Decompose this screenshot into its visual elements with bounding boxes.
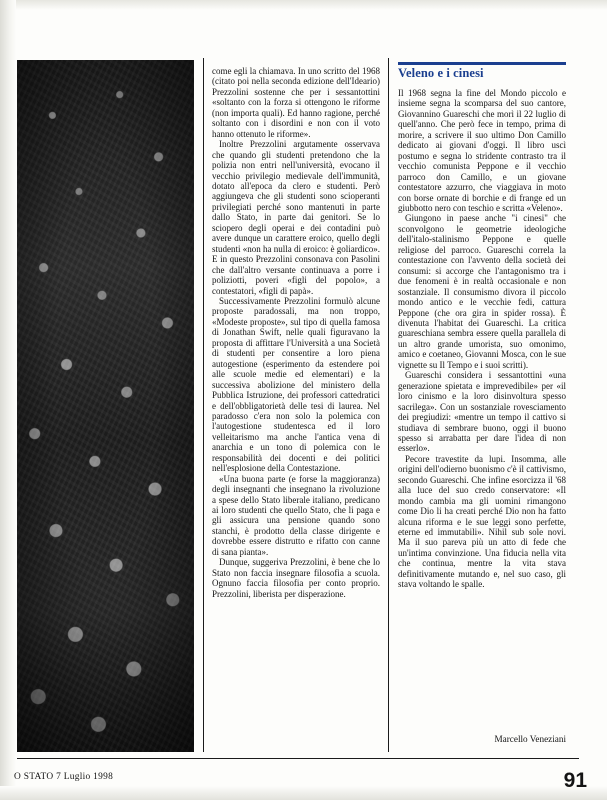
article-photograph — [17, 60, 194, 752]
paragraph: come egli la chiamava. In uno scritto del 1968 (citato poi nella seconda edizione dell'Ideario) Prezzolini sostenne che per i sessantottini «soltanto con la forza si ottengono le riforme (non importa quali). Ed hanno ragione, perché soltanto con i disordini e non con il voto hanno ottenuto le riforme». — [212, 66, 380, 139]
photo-vignette-layer — [17, 60, 194, 752]
paragraph: Guareschi considera i sessantottini «una generazione spietata e imprevedibile» per «il loro cinismo e la loro disinvoltura spesso sacrilega». Con un sostanziale rovesciamento dei pregiudizi: «mentre un tempo il cattivo si studiava di sembrare buono, oggi il buono spesso si arrabatta per dare l'idea di non esserlo». — [398, 370, 566, 454]
paragraph: Il 1968 segna la fine del Mondo piccolo e insieme segna la scomparsa del suo cantore, Giovannino Guareschi che morì il 22 luglio di quell'anno. Che però fece in tempo, prima di morire, a scrivere il suo ultimo Don Camillo dedicato ai giovani d'oggi. Il libro uscì postumo e segna lo stridente contrasto tra il vecchio comunista Peppone e il vecchio parroco don Camillo, e un giovane contestatore azzurro, che viaggiava in moto con borse ornate di borchie e di frange ed un giubbotto nero con teschio e scritta «Veleno». — [398, 88, 566, 213]
scan-edge-top — [0, 0, 607, 10]
section-rule — [398, 62, 566, 65]
body-column-left — [212, 66, 380, 599]
scan-edge-left — [0, 0, 16, 800]
paragraph: Inoltre Prezzolini argutamente osservava che quando gli studenti pretendono che la polizia non entri nell'università, evocano il vecchio privilegio medievale dell'immunità, dotato all'epoca da clero e studenti. Però aggiungeva che gli studenti sono scioperanti privilegiati perché sono mantenuti in parte dallo Stato, in parte dai genitori. Se lo sciopero degli operai e dei contadini può avere dunque un carattere eroico, quello degli studenti «non ha nulla di eroico: è goliardico». E in questo Prezzolini consonava con Pasolini che dall'altro versante continuava a porre i poliziotti, poveri «figli del popolo», a contestatori, «figli di papà». — [212, 139, 380, 296]
column-divider-left — [203, 58, 204, 752]
footer-rule — [17, 758, 579, 759]
scan-edge-bottom — [0, 786, 607, 800]
author-signature: Marcello Veneziani — [494, 734, 566, 744]
paragraph: Dunque, suggeriva Prezzolini, è bene che lo Stato non faccia insegnare filosofia a scuola. Ognuno faccia filosofia per conto proprio. Prezzolini, liberista per disperazione. — [212, 557, 380, 599]
paragraph: Pecore travestite da lupi. Insomma, alle origini dell'odierno buonismo c'è il cattivismo, secondo Guareschi. Che infine esorcizza il '68 alla luce del suo credo conservatore: «Il mondo cambia ma gli uomini rimangono come Dio li ha creati perché Dio non ha fatto alcuna riforma e le sue leggi sono perfette, eterne ed immutabili». Nihil sub sole novi. Ma il suo pareva più un atto di fede che un'intima convinzione. Una fiducia nella vita che continua, mentre la vita stava definitivamente mutando e, nel suo caso, gli stava voltando le spalle. — [398, 453, 566, 590]
paragraph: Successivamente Prezzolini formulò alcune proposte paradossali, ma non troppo, «Modeste proposte», sul tipo di quella famosa di Jonathan Swift, nelle quali figuravano la proposta di affittare l'Università a una Società di studenti per consentire a loro piena autogestione (esperimento da estendere poi alle scuole medie ed elementari) e la successiva abolizione del ministero della Pubblica Istruzione, dei professori cattedratici e dell'obbligatorietà delle tesi di laurea. Nel paradosso c'era non solo la polemica con l'autogestione studentesca ed il loro velleitarismo ma anche l'antica vena di anarchia e un tono di polemica con le responsabilità dei docenti e dei politici nell'esplosione della Contestazione. — [212, 295, 380, 474]
paragraph: Giungono in paese anche "i cinesi" che sconvolgono le geometrie ideologiche dell'italo-stalinismo Peppone e quelle religiose del parroco. Guareschi correla la contestazione con l'avvento della società dei consumi: si accorge che l'antagonismo tra i due fenomeni è in realtà occasionale e non sostanziale. Il consumismo divora il piccolo mondo antico e le vecchie fedi, cattura Peppone (che ora gira in spider rossa). È divenuta l'habitat dei Guareschi. La critica guareschiana sembra essere quella parallela di un altro grande umorista, suo omonimo, amico e coetaneo, Giovanni Mosca, con le sue vignette su Il Tempo e i suoi scritti). — [398, 213, 566, 370]
page-number: 91 — [563, 769, 587, 792]
column-divider-right — [388, 58, 389, 752]
section-heading: Veleno e i cinesi — [398, 66, 484, 80]
footer-issue-line: O STATO 7 Luglio 1998 — [14, 772, 114, 782]
paragraph: «Una buona parte (e forse la maggioranza) degli insegnanti che insegnano la rivoluzione a spese dello Stato liberale italiano, predicano ai loro studenti che quello Stato, che li paga e gli assicura una pensione quando sono stanchi, è prodotto della classe dirigente e dovrebbe essere distrutto e rifatto con canne di sana pianta». — [212, 473, 380, 557]
body-column-right — [398, 88, 566, 590]
